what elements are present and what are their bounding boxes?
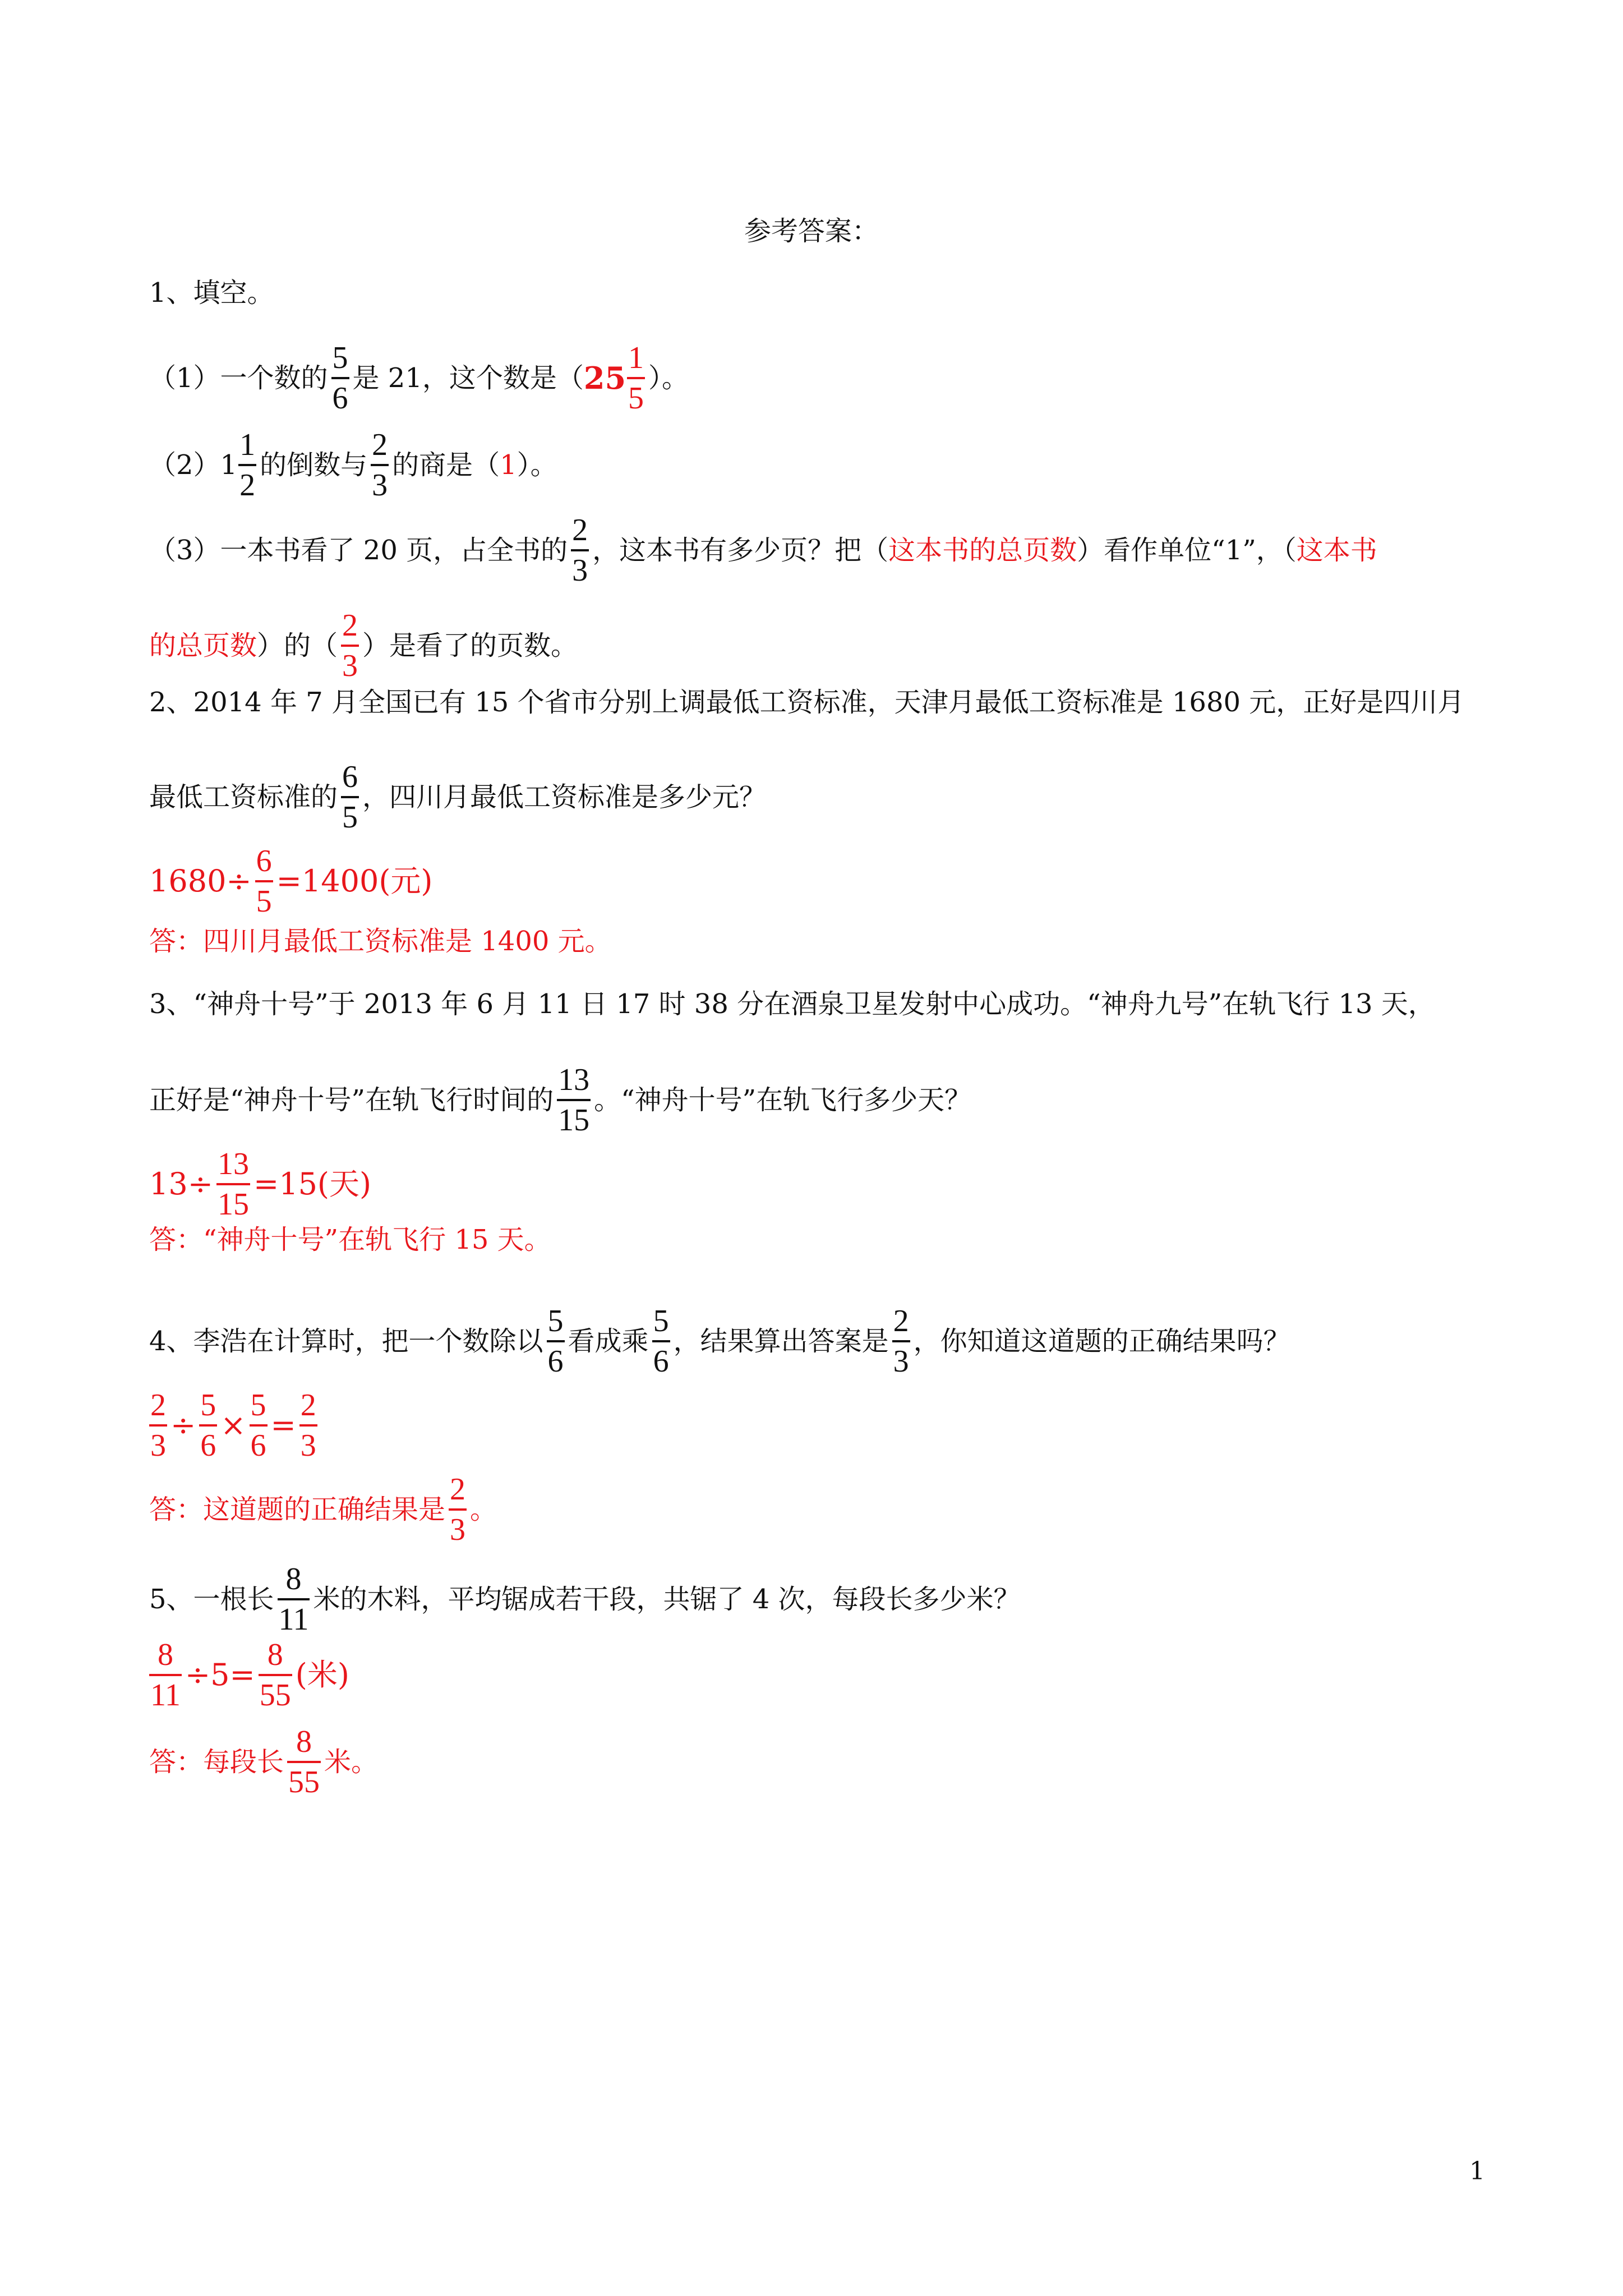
q2-calc-post: =1400(元) xyxy=(276,863,433,899)
q3-calc-pre: 13÷ xyxy=(149,1166,213,1202)
q4-calculation xyxy=(149,1388,321,1462)
q4-post: ，你知道这道题的正确结果吗？ xyxy=(913,1326,1290,1357)
equals-operator: = xyxy=(270,1407,296,1443)
fraction-bar xyxy=(259,1674,292,1676)
q3-answer-text: 答：“神舟十号”在轨飞行 15 天。 xyxy=(149,1224,551,1255)
fraction-numerator: 13 xyxy=(558,1062,590,1097)
q5-answer-pre: 答：每段长 xyxy=(149,1746,284,1778)
fraction-bar xyxy=(449,1508,467,1511)
fraction-numerator: 1 xyxy=(628,341,644,375)
q2-text-line2 xyxy=(149,760,766,834)
fraction-bar xyxy=(149,1674,182,1676)
fraction xyxy=(149,1388,167,1462)
fraction xyxy=(331,341,349,415)
fraction-denominator: 3 xyxy=(893,1344,909,1379)
q2-answer-text: 答：四川月最低工资标准是 1400 元。 xyxy=(149,926,612,957)
q1p2-mid2: 的商是（ xyxy=(392,449,500,481)
fraction-bar xyxy=(557,1099,591,1101)
fraction-numerator: 5 xyxy=(547,1304,564,1338)
fraction xyxy=(449,1473,467,1547)
q1p1-post: ）。 xyxy=(648,362,689,394)
q1-part1 xyxy=(149,341,689,415)
fraction-numerator: 8 xyxy=(157,1637,173,1672)
fraction xyxy=(892,1304,910,1378)
q1-part3-line2 xyxy=(149,609,578,683)
q1p3-mid: ，这本书有多少页？把（ xyxy=(592,535,889,566)
page-number: 1 xyxy=(1469,2157,1485,2185)
q2-text1: 2、2014 年 7 月全国已有 15 个省市分别上调最低工资标准，天津月最低工资标准是 1680 元，正好是四川月 xyxy=(149,687,1465,718)
q3-text1: 3、“神舟十号”于 2013 年 6 月 11 日 17 时 38 分在酒泉卫星发射中心成功。“神舟九号”在轨飞行 13 天， xyxy=(149,988,1435,1020)
q5-calculation xyxy=(149,1638,349,1712)
q1p1-answer-whole: 25 xyxy=(583,360,626,396)
fraction-numerator: 2 xyxy=(450,1472,466,1507)
q4-answer xyxy=(149,1473,497,1547)
q4-mid2: ，结果算出答案是 xyxy=(673,1326,889,1357)
fraction-numerator: 2 xyxy=(893,1304,909,1338)
page-title xyxy=(0,214,1623,248)
fraction-numerator: 5 xyxy=(332,341,348,375)
q5-answer xyxy=(149,1725,378,1799)
q5-calc-unit: (米) xyxy=(295,1657,349,1692)
fraction xyxy=(259,1638,292,1712)
q1-part2 xyxy=(149,428,557,502)
fraction-numerator: 2 xyxy=(300,1388,316,1423)
fraction-numerator: 2 xyxy=(150,1388,166,1423)
fraction-denominator: 3 xyxy=(300,1428,316,1463)
fraction-numerator: 2 xyxy=(342,608,358,643)
q3-text-line1 xyxy=(149,987,1435,1021)
q5-post: 米的木料，平均锯成若干段，共锯了 4 次，每段长多少米？ xyxy=(313,1584,1021,1615)
fraction-denominator: 6 xyxy=(653,1344,669,1379)
fraction xyxy=(557,1063,591,1137)
fraction-bar xyxy=(341,796,359,798)
q2-text-line1 xyxy=(149,685,1464,719)
fraction xyxy=(149,1638,182,1712)
fraction-numerator: 5 xyxy=(200,1388,216,1423)
fraction-numerator: 2 xyxy=(572,513,588,547)
q2-calculation xyxy=(149,844,432,918)
fraction xyxy=(250,1388,268,1462)
q1p1-answer-fraction xyxy=(627,341,645,415)
fraction-denominator: 2 xyxy=(239,468,256,503)
fraction-bar xyxy=(149,1424,167,1427)
q3-calc-post: =15(天) xyxy=(253,1166,372,1202)
q3-text2-post: 。“神舟十号”在轨飞行多少天？ xyxy=(594,1084,972,1116)
q1p2-answer: 1 xyxy=(500,449,517,481)
fraction-bar xyxy=(250,1424,268,1427)
fraction-bar xyxy=(255,880,273,882)
fraction-numerator: 13 xyxy=(217,1147,249,1181)
title-text: 参考答案： xyxy=(744,215,879,247)
q1p1-mid: 是 21，这个数是（ xyxy=(352,362,584,394)
fraction-bar xyxy=(341,645,359,647)
fraction-denominator: 11 xyxy=(278,1602,309,1637)
fraction-numerator: 8 xyxy=(296,1724,312,1759)
fraction-denominator: 5 xyxy=(256,884,272,919)
fraction-numerator: 5 xyxy=(250,1388,266,1423)
q2-calc-pre: 1680÷ xyxy=(149,863,252,899)
q3-calculation xyxy=(149,1147,371,1221)
q1p3-mid2: ）看作单位“1”，（ xyxy=(1077,535,1297,566)
fraction-bar xyxy=(652,1340,670,1342)
q2-text2-pre: 最低工资标准的 xyxy=(149,781,338,813)
q1p1-pre: （1）一个数的 xyxy=(149,362,328,394)
fraction-denominator: 3 xyxy=(450,1512,466,1547)
fraction-bar xyxy=(331,377,349,379)
q3-answer xyxy=(149,1223,551,1257)
fraction xyxy=(299,1388,317,1462)
fraction-denominator: 5 xyxy=(628,381,644,416)
fraction-denominator: 6 xyxy=(250,1428,266,1463)
q1-part3-line1 xyxy=(149,513,1377,587)
fraction xyxy=(547,1304,565,1378)
q2-answer xyxy=(149,924,612,958)
divide-operator: ÷ xyxy=(170,1407,196,1443)
fraction-bar xyxy=(216,1183,250,1185)
q5-answer-post: 米。 xyxy=(324,1746,379,1778)
fraction xyxy=(238,428,256,502)
fraction-bar xyxy=(892,1340,910,1342)
q1p2-pre: （2）1 xyxy=(149,449,238,481)
fraction xyxy=(341,760,359,834)
q5-pre: 5、一根长 xyxy=(149,1584,274,1615)
fraction-denominator: 3 xyxy=(372,468,388,503)
fraction-bar xyxy=(547,1340,565,1342)
q3-text-line2 xyxy=(149,1063,971,1137)
q1p3-pre: （3）一本书看了 20 页，占全书的 xyxy=(149,535,568,566)
q4-text xyxy=(149,1304,1290,1378)
q4-answer-pre: 答：这道题的正确结果是 xyxy=(149,1494,446,1525)
fraction-denominator: 6 xyxy=(547,1344,564,1379)
fraction xyxy=(216,1147,250,1221)
fraction xyxy=(255,844,273,918)
fraction-numerator: 2 xyxy=(372,427,388,462)
q1-head-text: 1、填空。 xyxy=(149,277,274,309)
q4-mid: 看成乘 xyxy=(568,1326,649,1357)
fraction-denominator: 3 xyxy=(342,648,358,683)
fraction-numerator: 6 xyxy=(342,760,358,794)
fraction-bar xyxy=(199,1424,217,1427)
q2-text2-post: ，四川月最低工资标准是多少元？ xyxy=(362,781,767,813)
q1-heading xyxy=(149,276,274,310)
q5-calc-mid: ÷5= xyxy=(185,1657,255,1692)
fraction-bar xyxy=(287,1761,321,1763)
q3-text2-pre: 正好是“神舟十号”在轨飞行时间的 xyxy=(149,1084,554,1116)
fraction xyxy=(371,428,389,502)
fraction-denominator: 6 xyxy=(332,381,348,416)
fraction xyxy=(571,513,589,587)
fraction-denominator: 15 xyxy=(558,1103,590,1138)
fraction-denominator: 55 xyxy=(288,1765,320,1800)
fraction-numerator: 8 xyxy=(285,1562,302,1596)
fraction xyxy=(652,1304,670,1378)
fraction-numerator: 6 xyxy=(256,844,272,878)
fraction-denominator: 3 xyxy=(572,553,588,588)
fraction-bar xyxy=(371,464,389,466)
q1p3-answer-fraction xyxy=(341,609,359,683)
fraction-bar xyxy=(299,1424,317,1427)
q1p3-post: ）是看了的页数。 xyxy=(362,630,578,661)
fraction xyxy=(287,1725,321,1799)
fraction xyxy=(278,1562,310,1636)
fraction-numerator: 8 xyxy=(267,1637,283,1672)
q1p2-mid: 的倒数与 xyxy=(260,449,368,481)
q1p3-answer1: 这本书的总页数 xyxy=(888,535,1077,566)
q1p3-mid3: ）的（ xyxy=(257,630,338,661)
q4-pre: 4、李浩在计算时，把一个数除以 xyxy=(149,1326,543,1357)
multiply-operator: × xyxy=(220,1407,246,1443)
q5-text xyxy=(149,1562,1021,1636)
fraction-bar xyxy=(571,549,589,551)
fraction-bar xyxy=(238,464,256,466)
fraction-denominator: 5 xyxy=(342,800,358,835)
fraction-denominator: 3 xyxy=(150,1428,166,1463)
q1p2-post: ）。 xyxy=(517,449,557,481)
fraction-denominator: 15 xyxy=(217,1187,249,1222)
q4-answer-post: 。 xyxy=(470,1494,497,1525)
q1p3-answer2b: 的总页数 xyxy=(149,630,257,661)
q1p3-answer2a: 这本书 xyxy=(1296,535,1377,566)
fraction-numerator: 5 xyxy=(653,1304,669,1338)
fraction-bar xyxy=(627,377,645,379)
fraction-denominator: 6 xyxy=(200,1428,216,1463)
fraction-bar xyxy=(278,1598,310,1600)
fraction-denominator: 11 xyxy=(150,1678,181,1713)
fraction-numerator: 1 xyxy=(239,427,256,462)
fraction-denominator: 55 xyxy=(259,1678,291,1713)
fraction xyxy=(199,1388,217,1462)
